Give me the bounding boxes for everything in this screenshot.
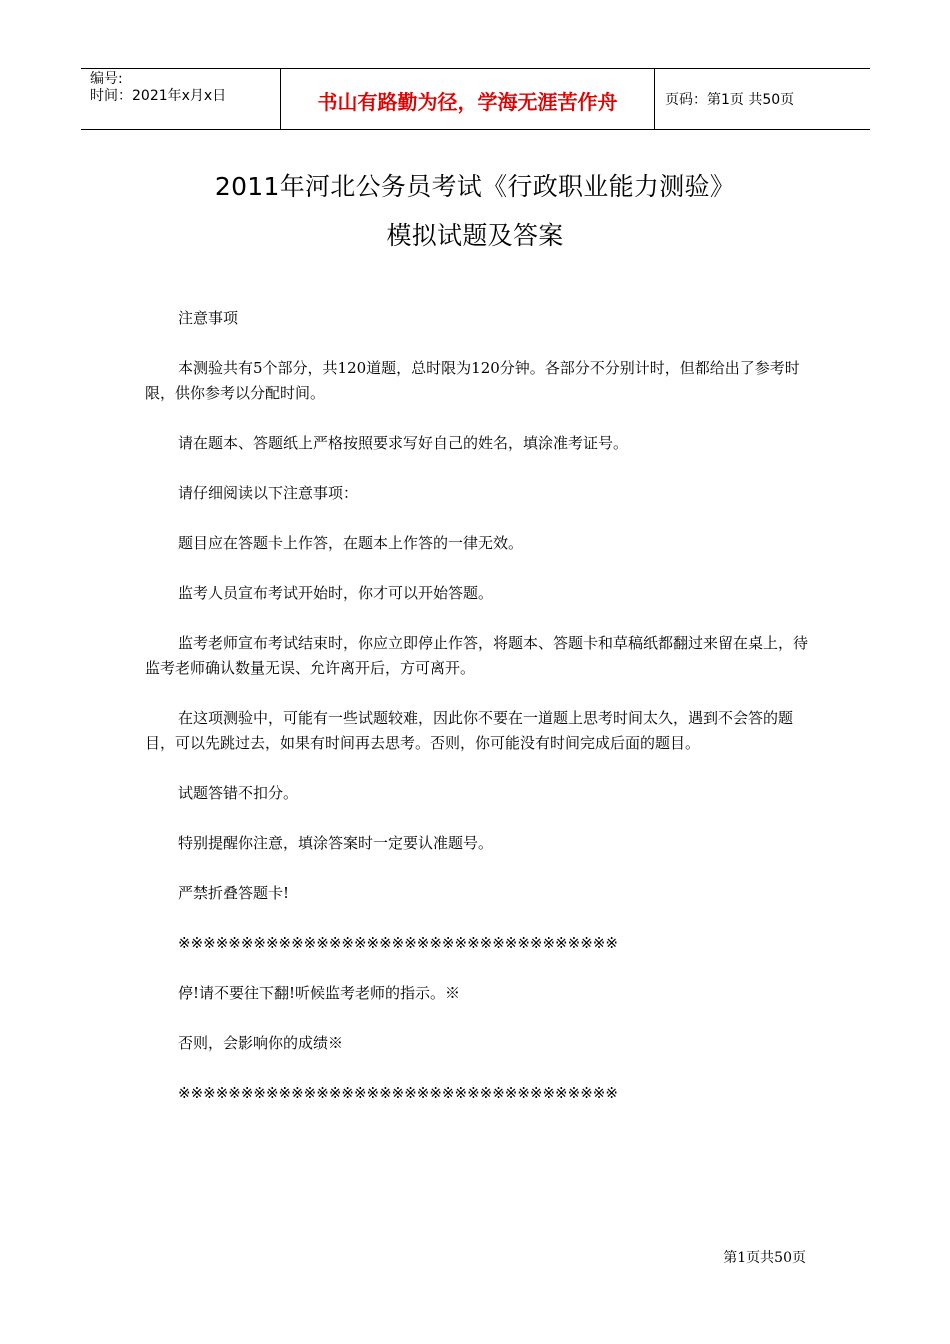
paragraph: 题目应在答题卡上作答，在题本上作答的一律无效。 <box>178 534 524 552</box>
paragraph: 在这项测验中，可能有一些试题较难，因此你不要在一道题上思考时间太久，遇到不会答的题目，可以先跳过去，如果有时间再去思考。否则，你可能没有时间完成后面的题目。 <box>145 709 794 752</box>
paragraph: 请在题本、答题纸上严格按照要求写好自己的姓名，填涂准考证号。 <box>178 434 629 452</box>
paragraph: 否则，会影响你的成绩※ <box>178 1034 344 1052</box>
paragraph: 停!请不要往下翻!听候监考老师的指示。※ <box>178 984 461 1002</box>
paragraph-notice-heading: 注意事项 <box>178 309 239 327</box>
paragraph: 请仔细阅读以下注意事项： <box>178 484 359 502</box>
document-date: 时间：2021年x月x日 <box>90 88 227 104</box>
header-meta <box>81 69 281 129</box>
paragraph: 试题答错不扣分。 <box>178 784 299 802</box>
paragraph: 监考人员宣布考试开始时，你才可以开始答题。 <box>178 584 494 602</box>
document-number-label: 编号: <box>90 71 123 87</box>
separator-line: ※※※※※※※※※※※※※※※※※※※※※※※※※※※※※※※※※※※ <box>178 1084 618 1102</box>
separator-line: ※※※※※※※※※※※※※※※※※※※※※※※※※※※※※※※※※※※ <box>178 934 618 952</box>
document-title-line-2: 模拟试题及答案 <box>386 221 564 250</box>
document-title-line-1: 2011年河北公务员考试《行政职业能力测验》 <box>214 172 736 201</box>
paragraph: 本测验共有5个部分，共120道题，总时限为120分钟。各部分不分别计时，但都给出了参考时限，供你参考以分配时间。 <box>145 359 800 402</box>
header-page-number: 页码：第1页 共50页 <box>665 92 795 108</box>
document-body <box>145 306 810 1131</box>
page-footer: 第1页共50页 <box>723 1250 806 1266</box>
paragraph: 严禁折叠答题卡! <box>178 884 290 902</box>
page-header <box>81 68 870 130</box>
header-motto: 书山有路勤为径，学海无涯苦作舟 <box>281 69 655 129</box>
paragraph: 特别提醒你注意，填涂答案时一定要认准题号。 <box>178 834 494 852</box>
paragraph: 监考老师宣布考试结束时，你应立即停止作答，将题本、答题卡和草稿纸都翻过来留在桌上，待监考老师确认数量无误、允许离开后，方可离开。 <box>145 634 809 677</box>
